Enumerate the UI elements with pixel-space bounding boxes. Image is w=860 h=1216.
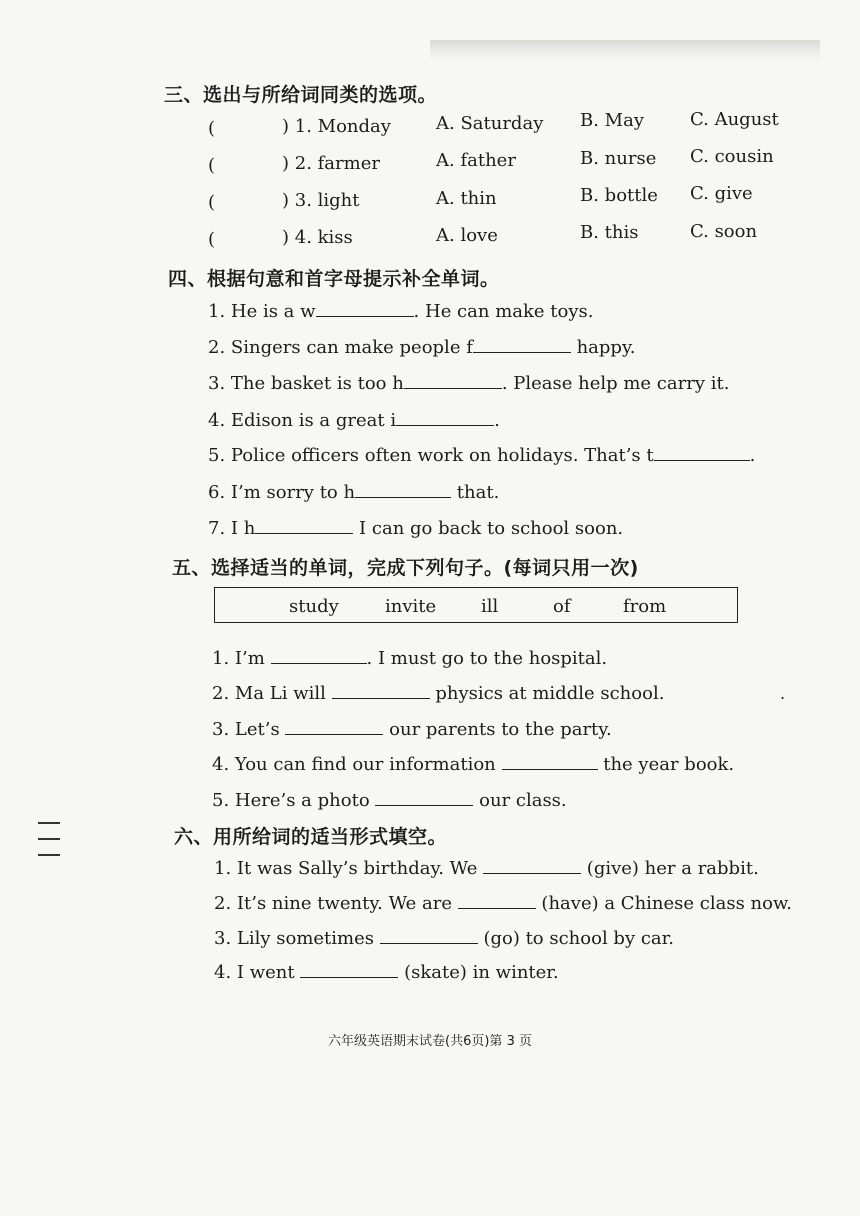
sentence-start: 3. Let’s	[212, 719, 286, 740]
sentence-start: 2. It’s nine twenty. We are	[214, 893, 458, 914]
answer-blank[interactable]	[654, 444, 750, 461]
sentence-start: 1. I’m	[212, 648, 271, 669]
answer-paren[interactable]: (	[208, 229, 216, 250]
margin-mark	[38, 822, 60, 824]
sentence-start: 2. Ma Li will	[212, 683, 332, 704]
sentence-start: 5. Here’s a photo	[212, 790, 376, 811]
word-bank-item: of	[553, 596, 571, 617]
option-c: C. give	[690, 183, 753, 204]
list-item	[212, 647, 607, 669]
sentence-end: (have) a Chinese class now.	[535, 893, 792, 914]
sentence-start: 3. The basket is too h	[208, 373, 404, 394]
sentence-end: . Please help me carry it.	[501, 373, 730, 394]
list-item	[212, 789, 567, 811]
sentence-start: 6. I’m sorry to h	[208, 482, 356, 503]
page-edge-shadow	[430, 40, 820, 62]
sentence-start: 1. He is a w	[208, 301, 316, 322]
sentence-start: 2. Singers can make people f	[208, 337, 473, 358]
list-item	[208, 409, 500, 431]
list-item	[214, 857, 759, 879]
margin-mark	[38, 838, 60, 840]
option-a: A. thin	[436, 188, 497, 209]
answer-blank[interactable]	[473, 336, 571, 353]
sentence-start: 3. Lily sometimes	[214, 928, 380, 949]
answer-blank[interactable]	[300, 961, 398, 978]
list-item	[208, 444, 755, 466]
question-word: ) 3. light	[282, 190, 360, 211]
option-c: C. August	[690, 109, 779, 130]
sentence-end: our parents to the party.	[383, 719, 612, 740]
section-5-title: 五、选择适当的单词，完成下列句子。(每词只用一次)	[172, 557, 639, 579]
list-item	[208, 372, 729, 394]
word-bank-item: ill	[481, 596, 499, 617]
sentence-end: . He can make toys.	[413, 301, 594, 322]
word-bank-item: study	[289, 596, 339, 617]
list-item	[212, 718, 612, 740]
section-6-title: 六、用所给词的适当形式填空。	[174, 826, 448, 848]
option-b: B. May	[580, 110, 645, 131]
question-word: ) 1. Monday	[282, 116, 391, 137]
section-3-title: 三、选出与所给词同类的选项。	[164, 84, 438, 106]
answer-blank[interactable]	[355, 481, 451, 498]
answer-paren[interactable]: (	[208, 192, 216, 213]
answer-blank[interactable]	[502, 753, 598, 770]
option-a: A. love	[436, 225, 498, 246]
sentence-end: physics at middle school.	[429, 683, 665, 704]
list-item	[214, 961, 559, 983]
answer-blank[interactable]	[404, 372, 502, 389]
answer-blank[interactable]	[380, 927, 478, 944]
list-item	[214, 927, 674, 949]
list-item	[208, 517, 623, 539]
list-item	[212, 753, 734, 775]
margin-mark	[38, 854, 60, 856]
page-footer: 六年级英语期末试卷(共6页)第 3 页	[328, 1034, 532, 1049]
list-item	[208, 481, 499, 503]
word-bank-item: from	[623, 596, 667, 617]
option-a: A. father	[436, 150, 516, 171]
option-b: B. this	[580, 222, 639, 243]
option-b: B. nurse	[580, 148, 657, 169]
sentence-end: our class.	[473, 790, 567, 811]
answer-blank[interactable]	[316, 300, 414, 317]
word-bank-item: invite	[385, 596, 437, 617]
sentence-end: . I must go to the hospital.	[366, 648, 608, 669]
sentence-end: the year book.	[597, 754, 735, 775]
answer-blank[interactable]	[255, 517, 353, 534]
sentence-end: (go) to school by car.	[477, 928, 674, 949]
stray-dot: .	[780, 684, 786, 703]
sentence-end: .	[749, 445, 756, 466]
sentence-end: (give) her a rabbit.	[581, 858, 759, 879]
sentence-start: 1. It was Sally’s birthday. We	[214, 858, 484, 879]
sentence-end: that.	[451, 482, 500, 503]
sentence-start: 4. You can find our information	[212, 754, 502, 775]
question-word: ) 2. farmer	[282, 153, 380, 174]
sentence-start: 4. Edison is a great i	[208, 410, 397, 431]
sentence-end: (skate) in winter.	[398, 962, 559, 983]
sentence-start: 5. Police officers often work on holidays. That’s t	[208, 445, 654, 466]
list-item	[208, 300, 593, 322]
question-word: ) 4. kiss	[282, 227, 353, 248]
sentence-end: happy.	[570, 337, 636, 358]
sentence-end: .	[494, 410, 500, 431]
list-item	[212, 682, 664, 704]
answer-paren[interactable]: (	[208, 155, 216, 176]
section-4-title: 四、根据句意和首字母提示补全单词。	[168, 268, 500, 290]
option-c: C. cousin	[690, 146, 774, 167]
option-b: B. bottle	[580, 185, 658, 206]
answer-blank[interactable]	[375, 789, 473, 806]
sentence-end: I can go back to school soon.	[353, 518, 624, 539]
answer-blank[interactable]	[458, 892, 536, 909]
answer-paren[interactable]: (	[208, 118, 216, 139]
answer-blank[interactable]	[285, 718, 383, 735]
list-item	[214, 892, 792, 914]
sentence-start: 4. I went	[214, 962, 301, 983]
list-item	[208, 336, 635, 358]
sentence-start: 7. I h	[208, 518, 256, 539]
answer-blank[interactable]	[271, 647, 367, 664]
word-bank	[214, 587, 738, 623]
answer-blank[interactable]	[396, 409, 494, 426]
answer-blank[interactable]	[332, 682, 430, 699]
answer-blank[interactable]	[483, 857, 581, 874]
option-c: C. soon	[690, 221, 758, 242]
option-a: A. Saturday	[436, 113, 544, 134]
